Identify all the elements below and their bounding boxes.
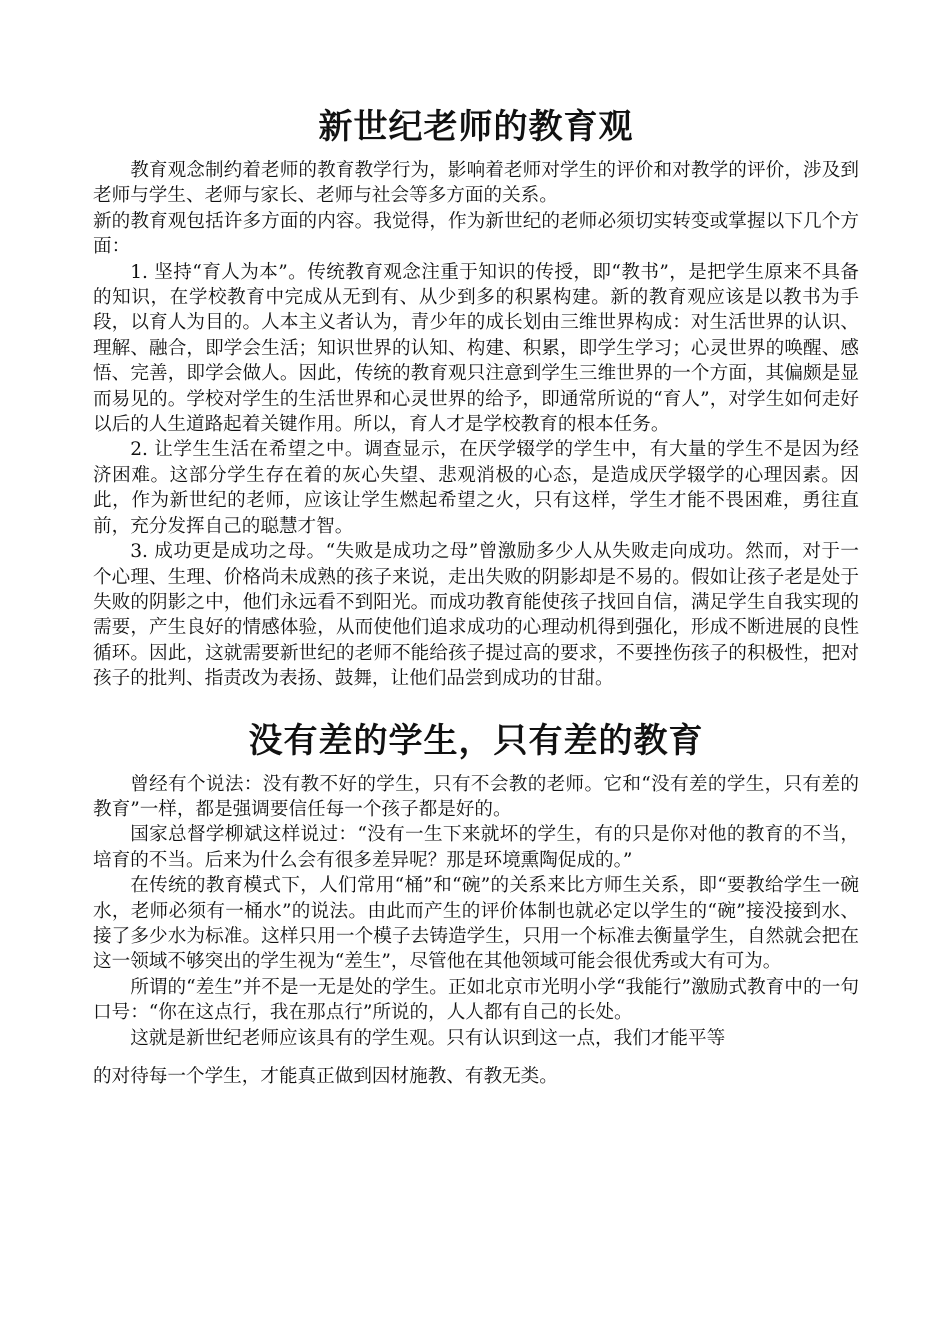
section1-paragraph-overview: 新的教育观包括许多方面的内容。我觉得，作为新世纪的老师必须切实转变或掌握以下几个方面： (93, 210, 859, 258)
section2-paragraph-saying: 曾经有个说法：没有教不好的学生，只有不会教的老师。它和“没有差的学生，只有差的教育”一样，都是强调要信任每一个孩子都是好的。 (93, 773, 859, 820)
section2-paragraph-conclusion-end: 的对待每一个学生，才能真正做到因材施教、有教无类。 (93, 1066, 558, 1087)
section1-paragraph-intro: 教育观念制约着老师的教育教学行为，影响着老师对学生的评价和对教学的评价，涉及到老师与学生、老师与家长、老师与社会等多方面的关系。 (93, 160, 859, 207)
section1-paragraph-point-2: 2. 让学生生活在希望之中。调查显示，在厌学辍学的学生中，有大量的学生不是因为经济困难。这部分学生存在着的灰心失望、悲观消极的心态，是造成厌学辍学的心理因素。因此，作为新世纪的老师，应该让学生燃起希望之火，只有这样，学生才能不畏困难，勇往直前，充分发挥自己的聪慧才智。 (93, 439, 859, 537)
section2-paragraph-bucket-bowl: 在传统的教育模式下，人们常用“桶”和“碗”的关系来比方师生关系，即“要教给学生一碗水，老师必须有一桶水”的说法。由此而产生的评价体制也就必定以学生的“碗”接没接到水、接了多少水为标准。这样只用一个模子去铸造学生，只用一个标准去衡量学生，自然就会把在这一领域不够突出的学生视为“差生”，尽管他在其他领域可能会很优秀或大有可为。 (93, 875, 859, 973)
section1-paragraph-point-3: 3. 成功更是成功之母。“失败是成功之母”曾激励多少人从失败走向成功。然而，对于一个心理、生理、价格尚未成熟的孩子来说，走出失败的阴影却是不易的。假如让孩子老是处于失败的阴影之中，他们永远看不到阳光。而成功教育能使孩子找回自信，满足学生自我实现的需要，产生良好的情感体验，从而使他们追求成功的心理动机得到强化，形成不断进展的良性循环。因此，这就需要新世纪的老师不能给孩子提过高的要求，不要挫伤孩子的积极性，把对孩子的批判、指责改为表扬、鼓舞，让他们品尝到成功的甘甜。 (93, 541, 859, 690)
section1-title: 新世纪老师的教育观 (318, 107, 634, 147)
document-page (93, 96, 859, 1089)
section1-paragraph-point-1: 1. 坚持“育人为本”。传统教育观念注重于知识的传授，即“教书”，是把学生原来不具备的知识，在学校教育中完成从无到有、从少到多的积累构建。新的教育观应该是以教书为手段，以育人为目的。人本主义者认为，青少年的成长划由三维世界构成：对生活世界的认识、理解、融合，即学会生活；知识世界的认知、构建、积累，即学生学习；心灵世界的唤醒、感悟、完善，即学会做人。因此，传统的教育观只注意到学生三维世界的一个方面，其偏颇是显而易见的。学校对学生的生活世界和心灵世界的给予，即通常所说的“育人”，对学生如何走好以后的人生道路起着关键作用。所以，育人才是学校教育的根本任务。 (93, 261, 859, 436)
section2-title: 没有差的学生，只有差的教育 (248, 720, 704, 761)
section2-paragraph-quote: 国家总督学柳斌这样说过：“没有一生下来就坏的学生，有的只是你对他的教育的不当，培育的不当。后来为什么会有很多差异呢？那是环境熏陶促成的。” (93, 824, 859, 871)
section2-paragraph-poor-students: 所谓的“差生”并不是一无是处的学生。正如北京市光明小学“我能行”激励式教育中的一句口号：“你在这点行，我在那点行”所说的，人人都有自己的长处。 (93, 976, 859, 1024)
section2-paragraph-conclusion-start: 这就是新世纪老师应该具有的学生观。只有认识到这一点，我们才能平等 (130, 1027, 726, 1049)
